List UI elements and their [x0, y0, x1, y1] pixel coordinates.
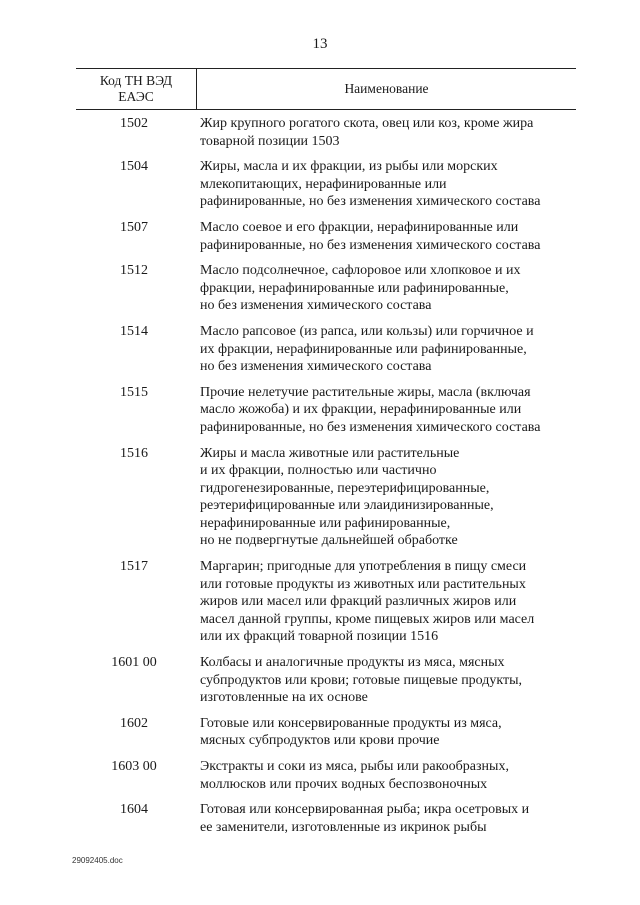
product-name — [200, 323, 572, 376]
product-name-line: их фракции, нерафинированные или рафинированные, — [200, 341, 527, 357]
product-name-line: Жиры, масла и их фракции, из рыбы или морских — [200, 159, 498, 175]
product-name-line: жиров или масел или фракций различных жиров или — [200, 594, 517, 610]
product-name-line: мясных субпродуктов или крови прочие — [200, 733, 440, 749]
product-name — [200, 558, 572, 646]
product-name-line: моллюсков или прочих водных беспозвоночных — [200, 776, 488, 792]
product-name — [200, 715, 572, 750]
product-name-line: реэтерифицированные или элаидинизированные, — [200, 498, 494, 514]
table-body — [76, 115, 576, 844]
product-name-line: Готовая или консервированная рыба; икра осетровых и — [200, 802, 530, 818]
product-name-line: Жир крупного рогатого скота, овец или коз, кроме жира — [200, 116, 534, 131]
product-name — [200, 219, 572, 254]
product-name — [200, 115, 572, 150]
tnved-code: 1604 — [120, 802, 148, 818]
product-name — [200, 158, 572, 211]
product-name-line: масел данной группы, кроме пищевых жиров или масел — [200, 611, 535, 627]
product-name-line: рафинированные, но без изменения химического состава — [200, 237, 541, 253]
product-name-line: Жиры и масла животные или растительные — [200, 445, 460, 461]
header-code-column — [76, 69, 197, 109]
tnved-code: 1512 — [120, 263, 148, 279]
tnved-code: 1515 — [120, 384, 148, 400]
product-name-line: нерафинированные или рафинированные, — [200, 515, 451, 531]
footer-filename: 29092405.doc — [72, 856, 123, 865]
product-name-line: и их фракции, полностью или частично — [200, 463, 437, 479]
header-name-column: Наименование — [344, 81, 429, 96]
tnved-code: 1517 — [120, 559, 148, 575]
tnved-code: 1602 — [120, 715, 148, 731]
tnved-code: 1507 — [120, 219, 148, 235]
product-name-line: или их фракций товарной позиции 1516 — [200, 629, 439, 645]
table-row — [76, 115, 576, 150]
product-name-line: Готовые или консервированные продукты из мяса, — [200, 715, 502, 731]
product-name-line: субпродуктов или крови; готовые пищевые продукты, — [200, 672, 523, 688]
table-row — [76, 654, 576, 707]
product-name — [200, 445, 572, 551]
tnved-code: 1601 00 — [111, 655, 157, 671]
product-name-line: товарной позиции 1503 — [200, 133, 340, 149]
product-name-line: Экстракты и соки из мяса, рыбы или ракообразных, — [200, 759, 509, 774]
product-name-line: Маргарин; пригодные для употребления в пищу смеси — [200, 559, 527, 575]
product-name — [200, 262, 572, 315]
product-name-line: но без изменения химического состава — [200, 298, 432, 314]
product-name-line: фракции, нерафинированные или рафинированные, — [200, 280, 509, 296]
table-row — [76, 758, 576, 793]
product-name-line: Колбасы и аналогичные продукты из мяса, мясных — [200, 655, 505, 671]
table-row — [76, 384, 576, 437]
product-name-line: масло жожоба) и их фракции, нерафинированные или — [200, 402, 522, 418]
header-code-line2: ЕАЭС — [118, 89, 154, 104]
product-name — [200, 801, 572, 836]
product-name-line: но без изменения химического состава — [200, 359, 432, 375]
page-number: 13 — [312, 36, 328, 52]
header-code-line1: Код ТН ВЭД — [99, 73, 173, 88]
product-name-line: Прочие нелетучие растительные жиры, масла (включая — [200, 384, 531, 400]
tnved-code: 1514 — [120, 323, 148, 339]
product-name — [200, 758, 572, 793]
product-name-line: Масло рапсовое (из рапса, или кользы) или горчичное и — [200, 323, 534, 339]
table-header — [76, 68, 576, 110]
product-name-line: гидрогенезированные, переэтерифицированные, — [200, 480, 490, 496]
tnved-code: 1603 00 — [111, 759, 157, 774]
product-name-line: или готовые продукты из животных или растительных — [200, 576, 526, 592]
tnved-code: 1516 — [120, 445, 148, 461]
product-name-line: изготовленные на их основе — [200, 690, 368, 706]
table-row — [76, 715, 576, 750]
table-row — [76, 445, 576, 551]
table-row — [76, 558, 576, 646]
product-name-line: Масло подсолнечное, сафлоровое или хлопковое и их — [200, 263, 521, 279]
product-name — [200, 384, 572, 437]
tnved-code: 1502 — [120, 116, 148, 131]
table-row — [76, 158, 576, 211]
product-name-line: Масло соевое и его фракции, нерафинированные или — [200, 219, 519, 235]
product-name-line: рафинированные, но без изменения химического состава — [200, 419, 541, 435]
product-name-line: рафинированные, но без изменения химического состава — [200, 194, 541, 210]
product-name-line: но не подвергнутые дальнейшей обработке — [200, 533, 458, 549]
product-name-line: ее заменители, изготовленные из икринок рыбы — [200, 819, 487, 835]
table-row — [76, 801, 576, 836]
table-row — [76, 262, 576, 315]
product-name-line: млекопитающих, нерафинированные или — [200, 176, 447, 192]
table-row — [76, 323, 576, 376]
tnved-code: 1504 — [120, 159, 148, 175]
table-row — [76, 219, 576, 254]
product-name — [200, 654, 572, 707]
